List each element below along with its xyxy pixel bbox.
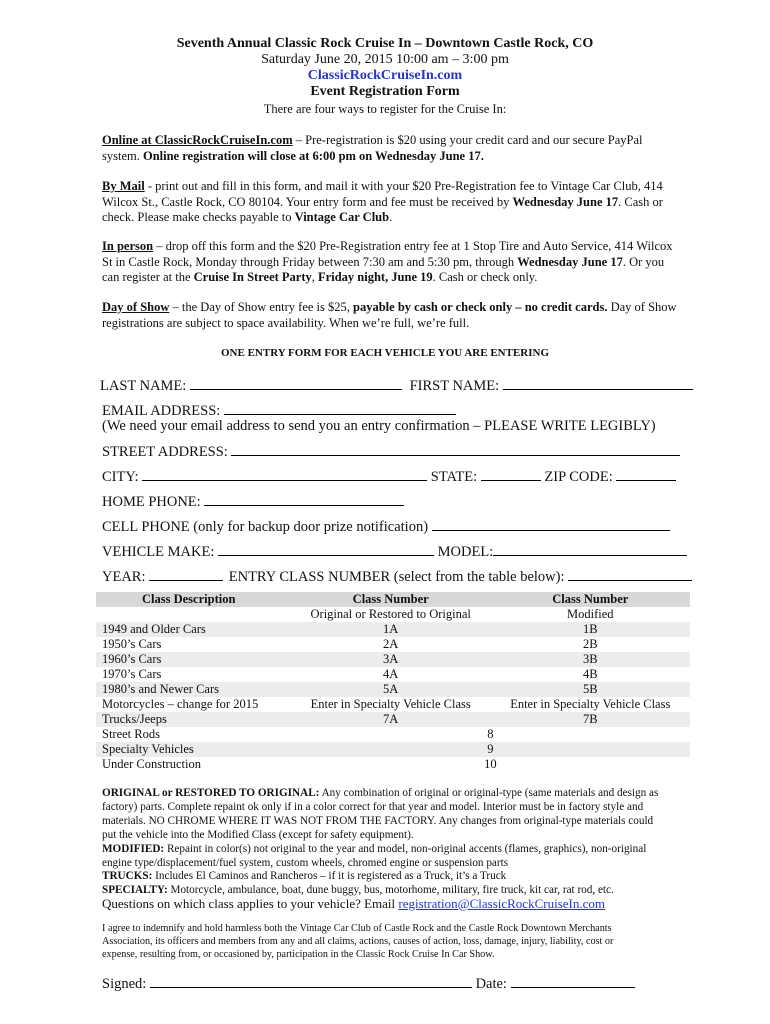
table-row: [96, 697, 690, 712]
in-person-label: In person: [102, 239, 154, 253]
form-title: Event Registration Form: [310, 84, 460, 99]
online-paragraph: [102, 133, 682, 164]
class-description: 1980’s and Newer Cars: [96, 682, 291, 697]
definition-modified-label: MODIFIED:: [102, 842, 165, 855]
online-text: – Pre-registration is $20 using your credit card and our secure PayPal system.: [102, 133, 643, 163]
class-description: 1950’s Cars: [102, 637, 162, 651]
zip-label: ZIP CODE:: [544, 469, 613, 485]
class-original: Enter in Specialty Vehicle Class: [310, 697, 471, 711]
cell-phone-field[interactable]: [432, 518, 670, 531]
class-modified: Enter in Specialty Vehicle Class: [510, 697, 671, 711]
class-modified: 5B: [491, 682, 690, 697]
subheader-modified: Modified: [567, 607, 614, 621]
email-label: EMAIL ADDRESS:: [102, 403, 221, 419]
definition-trucks-text: Includes El Caminos and Rancheros – if it is registered as a Truck, it’s a Truck: [152, 870, 507, 883]
table-row: [96, 757, 690, 772]
class-description: 1949 and Older Cars: [96, 622, 291, 637]
class-number: 9: [291, 742, 690, 757]
definition-trucks-label: TRUCKS:: [102, 870, 153, 883]
state-label: STATE:: [430, 469, 478, 485]
registration-email-link[interactable]: registration@ClassicRockCruiseIn.com: [398, 896, 605, 911]
table-row: [96, 727, 690, 742]
class-definitions: [102, 787, 662, 898]
first-name-label: FIRST NAME:: [409, 378, 500, 394]
online-label: Online at ClassicRockCruiseIn.com: [102, 133, 293, 147]
table-row: [96, 682, 690, 697]
in-person-deadline: Wednesday June 17: [517, 254, 623, 269]
street-party: Cruise In Street Party: [193, 270, 312, 284]
definition-specialty-label: SPECIALTY:: [102, 884, 168, 897]
in-person-text: – drop off this form and the $20 Pre-Registration entry fee at 1 Stop Tire and Auto Service, 414 Wilcox St in Castle Rock, Monday through Friday between 7:30 am and 5:30 pm, through: [102, 239, 673, 269]
year-row: [102, 568, 692, 586]
street-row: [102, 443, 680, 461]
cell-phone-label: CELL PHONE (only for backup door prize notification): [102, 519, 429, 535]
table-subheader-row: [96, 607, 690, 622]
definition-original: [102, 787, 662, 843]
header-class-number-modified: Class Number: [491, 592, 690, 607]
table-row: [96, 637, 690, 652]
online-deadline: Online registration will close at 6:00 pm on Wednesday June 17.: [142, 148, 484, 163]
signature-row: [102, 975, 635, 993]
class-description: Motorcycles – change for 2015: [102, 697, 259, 711]
city-label: CITY:: [102, 469, 139, 485]
table-row: [96, 652, 690, 667]
date-label: Date:: [475, 976, 507, 992]
day-of-show-text: – the Day of Show entry fee is $25,: [169, 300, 354, 314]
last-name-label: LAST NAME:: [100, 378, 187, 394]
header-class-description: Class Description: [96, 592, 291, 607]
class-modified: 1B: [491, 622, 690, 637]
city-row: [102, 468, 676, 486]
last-name-field[interactable]: [190, 377, 402, 390]
page-title: Seventh Annual Classic Rock Cruise In – Downtown Castle Rock, CO: [176, 36, 594, 51]
class-description: 1970’s Cars: [102, 667, 162, 681]
model-label: MODEL:: [437, 544, 494, 560]
class-modified: 4B: [582, 667, 598, 681]
street-party-date: Friday night, June 19: [318, 270, 433, 284]
questions-text: Questions on which class applies to your vehicle? Email: [102, 896, 399, 911]
header-class-number-original: Class Number: [291, 592, 491, 607]
class-original: 5A: [291, 682, 491, 697]
email-note: (We need your email address to send you an entry confirmation – PLEASE WRITE LEGIBLY): [102, 418, 656, 434]
definition-modified-text: Repaint in color(s) not original to the year and model, non-original accents (flames, graphics), non-original engine type/displacement/fuel system, custom wheels, chromed engine or suspension parts: [102, 842, 647, 869]
class-description: Under Construction: [102, 757, 201, 771]
definition-original-text: Any combination of original or original-type (same materials and design as factory) parts. Complete repaint ok only if in a color correct for that year and model. Interior must be in factory style and materials. NO CHROME WHERE IT WAS NOT FROM THE FACTORY. Any changes from original-type materials could put the vehicle into the Modified Class (except for safety equipment).: [102, 787, 659, 841]
mail-payee: Vintage Car Club: [294, 210, 390, 224]
home-phone-field[interactable]: [204, 493, 404, 506]
state-field[interactable]: [481, 468, 541, 481]
class-modified: 3B: [491, 652, 690, 667]
indemnity-statement: I agree to indemnify and hold harmless both the Vintage Car Club of Castle Rock and the Castle Rock Downtown Merchants Association, its officers and members from any and all claims, actions, causes of action, loss, damage, injury, liability, cost or expense, resulting from, or occasioned by, participation in the Classic Rock Cruise In Car Show.: [102, 923, 614, 960]
subheader-blank: [96, 607, 291, 622]
city-field[interactable]: [142, 468, 427, 481]
class-original: 1A: [291, 622, 491, 637]
one-entry-note: ONE ENTRY FORM FOR EACH VEHICLE YOU ARE ENTERING: [220, 347, 550, 359]
mail-label: By Mail: [102, 179, 145, 193]
class-number: 8: [487, 727, 494, 741]
home-phone-label: HOME PHONE:: [102, 494, 201, 510]
day-of-show-label: Day of Show: [102, 300, 170, 314]
mail-deadline: Wednesday June 17: [512, 194, 619, 209]
mail-text-3: .: [389, 210, 393, 224]
event-date: Saturday June 20, 2015 10:00 am – 3:00 pm: [261, 52, 509, 67]
class-description: Street Rods: [102, 727, 160, 741]
year-label: YEAR:: [102, 569, 146, 585]
questions-line: [102, 896, 605, 912]
make-label: VEHICLE MAKE:: [102, 544, 215, 560]
definition-original-label: ORIGINAL or RESTORED TO ORIGINAL:: [102, 787, 320, 799]
mail-paragraph: [102, 179, 682, 226]
definition-modified: [102, 843, 662, 871]
signature-field[interactable]: [150, 975, 472, 988]
street-label: STREET ADDRESS:: [102, 444, 228, 460]
table-row: [96, 742, 690, 757]
day-of-show-paragraph: [102, 300, 682, 331]
entry-class-field[interactable]: [568, 568, 692, 581]
in-person-paragraph: [102, 239, 682, 286]
website-link[interactable]: ClassicRockCruiseIn.com: [307, 68, 463, 83]
table-row: [96, 622, 690, 637]
in-person-text-4: . Cash or check only.: [432, 270, 538, 284]
email-field[interactable]: [224, 402, 456, 415]
class-modified: 7B: [491, 712, 690, 727]
class-original: 4A: [383, 667, 399, 681]
first-name-field[interactable]: [503, 377, 693, 390]
make-field[interactable]: [218, 543, 434, 556]
class-description: Specialty Vehicles: [96, 742, 291, 757]
street-field[interactable]: [231, 443, 680, 456]
mail-text: - print out and fill in this form, and mail it with your $20 Pre-Registration fee to Vintage Car Club, 414 Wilcox St., Castle Rock, CO 80104. Your entry form and fee must be received by: [102, 179, 663, 209]
cell-phone-row: [102, 518, 670, 536]
day-of-show-text-2: Day of Show registrations are subject to space availability. When we’re full, we’re full.: [102, 300, 677, 330]
date-field[interactable]: [511, 975, 635, 988]
table-row: [96, 712, 690, 727]
entry-class-label: ENTRY CLASS NUMBER (select from the table below):: [228, 569, 565, 585]
zip-field[interactable]: [616, 468, 676, 481]
year-field[interactable]: [149, 568, 223, 581]
subheader-original: Original or Restored to Original: [310, 607, 471, 621]
class-original: 7A: [291, 712, 491, 727]
model-field[interactable]: [493, 543, 687, 556]
intro-text: There are four ways to register for the Cruise In:: [263, 102, 507, 116]
mail-text-2: . Cash or check. Please make checks payable to: [102, 194, 663, 224]
class-number: 10: [484, 757, 497, 771]
signed-label: Signed:: [102, 976, 147, 992]
definition-trucks: [102, 870, 662, 884]
in-person-text-3: ,: [311, 270, 319, 284]
class-description: Trucks/Jeeps: [96, 712, 291, 727]
class-original: 3A: [291, 652, 491, 667]
in-person-text-2: . Or you can register at the: [102, 254, 665, 284]
definition-specialty-text: Motorcycle, ambulance, boat, dune buggy, bus, motorhome, military, fire truck, kit car, rat rod, etc.: [167, 884, 614, 897]
table-row: [96, 667, 690, 682]
class-table: [96, 592, 690, 772]
class-description: 1960’s Cars: [96, 652, 291, 667]
day-of-show-payment: payable by cash or check only – no credit cards.: [353, 300, 608, 314]
table-header-row: [96, 592, 690, 607]
home-phone-row: [102, 493, 404, 511]
name-row: [100, 377, 693, 395]
class-original: 2A: [383, 637, 399, 651]
class-modified: 2B: [582, 637, 598, 651]
vehicle-row: [102, 543, 687, 561]
